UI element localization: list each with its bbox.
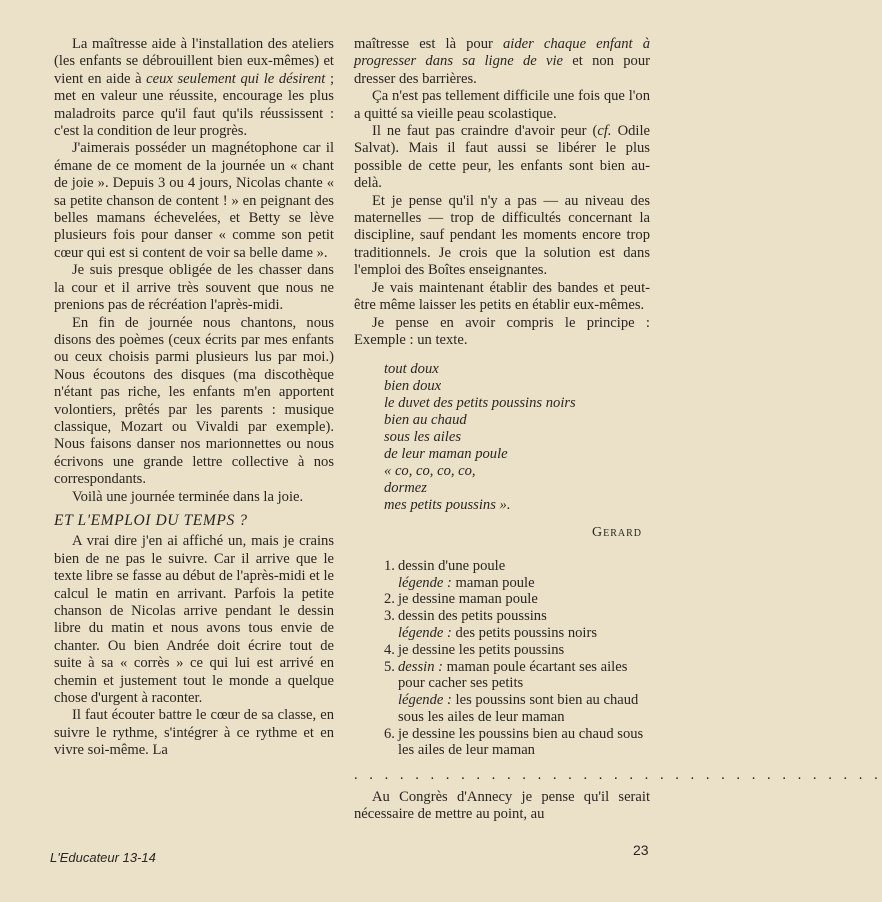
paragraph: maîtresse est là pour aider chaque enfant à progresser dans sa ligne de vie et non pour dresser des barrières. bbox=[354, 36, 651, 87]
list-item: 1. dessin d'une poule légende : maman poule bbox=[384, 557, 535, 591]
paragraph: La maîtresse aide à l'installation des ateliers (les enfants se débrouillent bien eux-mêmes) et vient en aide à ceux seulement qui le désirent ; met en valeur une réussite, encourage les plus maladroits parce qu'il faut qu'ils réussissent : c'est la condition de leur progrès. bbox=[54, 36, 335, 140]
poem-line: dormez bbox=[384, 480, 427, 497]
poem-line: le duvet des petits poussins noirs bbox=[384, 395, 576, 412]
poem-line: bien doux bbox=[384, 378, 442, 395]
list-item: 2. je dessine maman poule bbox=[384, 591, 538, 608]
poem bbox=[384, 361, 650, 514]
paragraph: Voilà une journée terminée dans la joie. bbox=[72, 488, 304, 505]
list-item: 3. dessin des petits poussins légende : des petits poussins noirs bbox=[384, 608, 598, 641]
paragraph: Je vais maintenant établir des bandes et peut-être même laisser les petits en établir eux-mêmes. bbox=[354, 279, 650, 314]
paragraph: Il ne faut pas craindre d'avoir peur (cf. Odile Salvat). Mais il faut aussi se libérer le plus possible de cette peur, les enfants sont bien au-delà. bbox=[354, 123, 650, 192]
list-item: 5. dessin : maman poule écartant ses ailes pour cacher ses petits légende : les poussins sont bien au chaud sous les ailes de leur maman bbox=[384, 658, 639, 725]
poem-line: de leur maman poule bbox=[384, 446, 508, 463]
list-item: 6. je dessine les poussins bien au chaud sous les ailes de leur maman bbox=[384, 725, 644, 759]
poem-line: sous les ailes bbox=[384, 429, 462, 446]
poem-signature: Gerard bbox=[591, 525, 642, 541]
paragraph: Et je pense qu'il n'y a pas — au niveau des maternelles — trop de difficultés concernant la discipline, sauf pendant les moments encore trop traditionnels. Je crois que la solution est dans l'emploi des Boîtes enseignantes. bbox=[354, 192, 650, 279]
paragraph: J'aimerais posséder un magnétophone car il émane de ce moment de la journée un « chant de joie ». Depuis 3 ou 4 jours, Nicolas chante « sa petite chanson de content ! » en peignant des belles mamans échevelées, et Betty se lève plusieurs fois pour danser « comme son petit cœur qui est si content de voir sa belle dame ». bbox=[54, 140, 334, 261]
publication-footer: L'Educateur 13-14 bbox=[50, 850, 156, 865]
emphasis: aider chaque enfant à progresser dans sa ligne de vie bbox=[354, 36, 651, 70]
list-item: 4. je dessine les petits poussins bbox=[384, 641, 565, 658]
paragraph: Je suis presque obligée de les chasser dans la cour et il arrive très souvent que nous ne prenions pas de récréation l'après-midi. bbox=[54, 262, 334, 314]
left-column bbox=[54, 36, 334, 760]
paragraph: Au Congrès d'Annecy je pense qu'il serait nécessaire de mettre au point, au bbox=[354, 788, 650, 823]
right-column bbox=[354, 36, 882, 824]
paragraph: Ça n'est pas tellement difficile une fois que l'on a quitté sa vieille peau scolastique. bbox=[354, 88, 650, 122]
paragraph: Je pense en avoir compris le principe : Exemple : un texte. bbox=[354, 314, 650, 348]
paragraph: En fin de journée nous chantons, nous disons des poèmes (ceux écrits par mes enfants ou ceux choisis parmi plusieurs lus par moi.) Nous écoutons des disques (ma discothèque n'étant pas riche, les enfants m'en apportent volontiers, prêtés par les parents : musique classique, Mozart ou Vivaldi par exemple). Nous faisons danser nos marionnettes ou nous écrivons une grande lettre collective à nos correspondants. bbox=[54, 314, 334, 488]
section-heading: ET L'EMPLOI DU TEMPS ? bbox=[54, 511, 248, 529]
paragraph: A vrai dire j'en ai affiché un, mais je crains bien de ne pas le suivre. Car il arrive que le texte libre se fasse au début de l'après-midi et le calcul le matin en arrivant. Parfois la petite chanson de Nicolas arrive pendant le dessin libre du matin et nous avons tous envie de chanter. Ou bien Andrée doit écrire tout de suite à sa « corrès » ce qui lui est arrivé en chemin et justement tout le monde a quelque chose d'urgent à raconter. bbox=[54, 533, 334, 707]
poem-line: tout doux bbox=[384, 361, 439, 378]
poem-line: « co, co, co, co, bbox=[384, 463, 476, 480]
emphasis: ceux seulement qui le désirent bbox=[146, 70, 326, 87]
poem-line: mes petits poussins ». bbox=[384, 497, 511, 514]
steps-list bbox=[354, 558, 650, 760]
poem-line: bien au chaud bbox=[384, 412, 467, 429]
dotted-separator: . . . . . . . . . . . . . . . . . . . . . . . . . . . . . . . . . . . bbox=[354, 767, 882, 784]
page-number: 23 bbox=[633, 842, 649, 858]
paragraph: Il faut écouter battre le cœur de sa classe, en suivre le rythme, s'intégrer à ce rythme et en vivre soi-même. La bbox=[54, 707, 334, 759]
